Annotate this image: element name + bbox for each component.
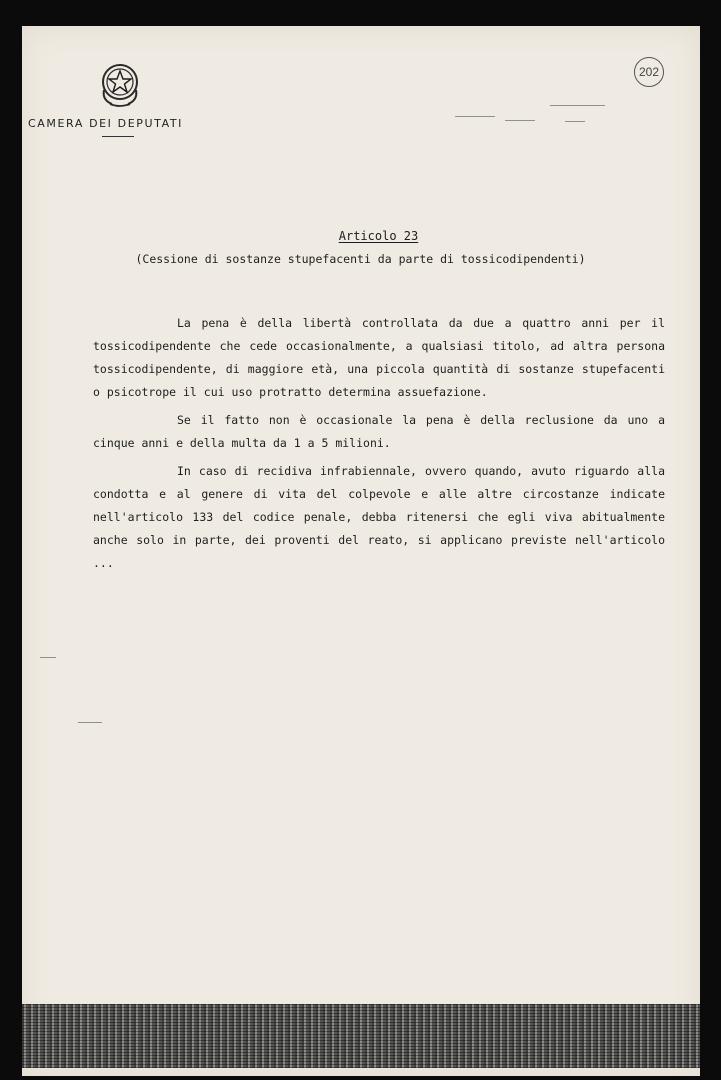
article-title: Articolo 23 (338, 229, 419, 243)
institution-header: CAMERA DEI DEPUTATI (28, 117, 184, 130)
scan-mark (78, 722, 102, 723)
article-subtitle: (Cessione di sostanze stupefacenti da parte di tossicodipendenti) (135, 252, 586, 266)
scan-mark (565, 121, 585, 122)
scan-mark (550, 105, 605, 106)
page-number: 202 (634, 57, 664, 87)
scan-mark (505, 120, 535, 121)
article-body (93, 312, 665, 575)
header-underline (102, 136, 134, 137)
scan-mark (40, 657, 56, 658)
scan-mark (455, 116, 495, 117)
paragraph: La pena è della libertà controllata da due a quattro anni per il tossicodipendente che cede occasionalmente, a qualsiasi titolo, ad altra persona tossicodipendente, di maggiore età, una piccola quantità di sostanze stupefacenti o psicotrope il cui uso protratto determina assuefazione. (93, 316, 665, 399)
paragraph: In caso di recidiva infrabiennale, ovvero quando, avuto riguardo alla condotta e al genere di vita del colpevole e alle altre circostanze indicate nell'articolo 133 del codice penale, debba ritenersi che egli viva abitualmente anche solo in parte, dei proventi del reato, si applicano previste nell'articolo ... (93, 464, 665, 570)
scan-edge-noise (22, 1004, 700, 1068)
italian-republic-emblem-icon (98, 60, 142, 108)
paragraph: Se il fatto non è occasionale la pena è della reclusione da uno a cinque anni e della multa da 1 a 5 milioni. (93, 413, 665, 450)
